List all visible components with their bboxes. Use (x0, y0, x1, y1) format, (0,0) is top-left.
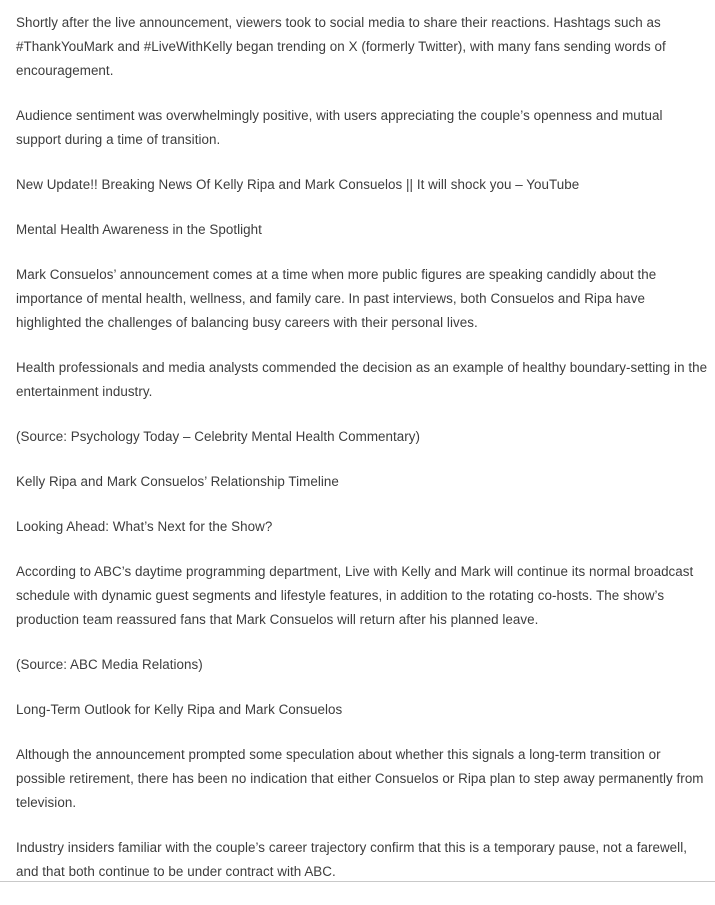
source-abc-media: (Source: ABC Media Relations) (16, 657, 203, 672)
source-psychology-today: (Source: Psychology Today – Celebrity Mental Health Commentary) (16, 429, 421, 444)
subheading-looking-ahead: Looking Ahead: What’s Next for the Show? (16, 519, 273, 534)
subheading-mental-health: Mental Health Awareness in the Spotlight (16, 222, 262, 237)
paragraph-youtube-update: New Update!! Breaking News Of Kelly Ripa and Mark Consuelos || It will shock you – YouTube (16, 177, 580, 192)
paragraph-social-reactions: Shortly after the live announcement, viewers took to social media to share their reactions. Hashtags such as #ThankYouMark and #LiveWithKelly began trending on X (formerly Twitter), with many fans sending words of encouragement. (16, 15, 666, 78)
paragraph-announcement-context: Mark Consuelos’ announcement comes at a time when more public figures are speaking candidly about the importance of mental health, wellness, and family care. In past interviews, both Consuelos and Ripa have highlighted the challenges of balancing busy careers with their personal lives. (16, 267, 657, 330)
paragraph-audience-sentiment: Audience sentiment was overwhelmingly positive, with users appreciating the couple’s openness and mutual support during a time of transition. (16, 108, 663, 147)
paragraph-industry-insiders: Industry insiders familiar with the couple’s career trajectory confirm that this is a temporary pause, not a farewell, and that both continue to be under contract with ABC. (16, 840, 688, 879)
subheading-relationship-timeline: Kelly Ripa and Mark Consuelos’ Relationship Timeline (16, 474, 339, 489)
subheading-long-term-outlook: Long-Term Outlook for Kelly Ripa and Mark Consuelos (16, 702, 343, 717)
paragraph-abc-schedule: According to ABC’s daytime programming department, Live with Kelly and Mark will continue its normal broadcast schedule with dynamic guest segments and lifestyle features, in addition to the rotating co-hosts. The show’s production team reassured fans that Mark Consuelos will return after his planned leave. (16, 564, 694, 627)
paragraph-speculation: Although the announcement prompted some speculation about whether this signals a long-term transition or possible retirement, there has been no indication that either Consuelos or Ripa plan to step away permanently from television. (16, 747, 704, 810)
paragraph-professionals-commend: Health professionals and media analysts commended the decision as an example of healthy boundary-setting in the entertainment industry. (16, 360, 708, 399)
article-body (16, 11, 708, 905)
